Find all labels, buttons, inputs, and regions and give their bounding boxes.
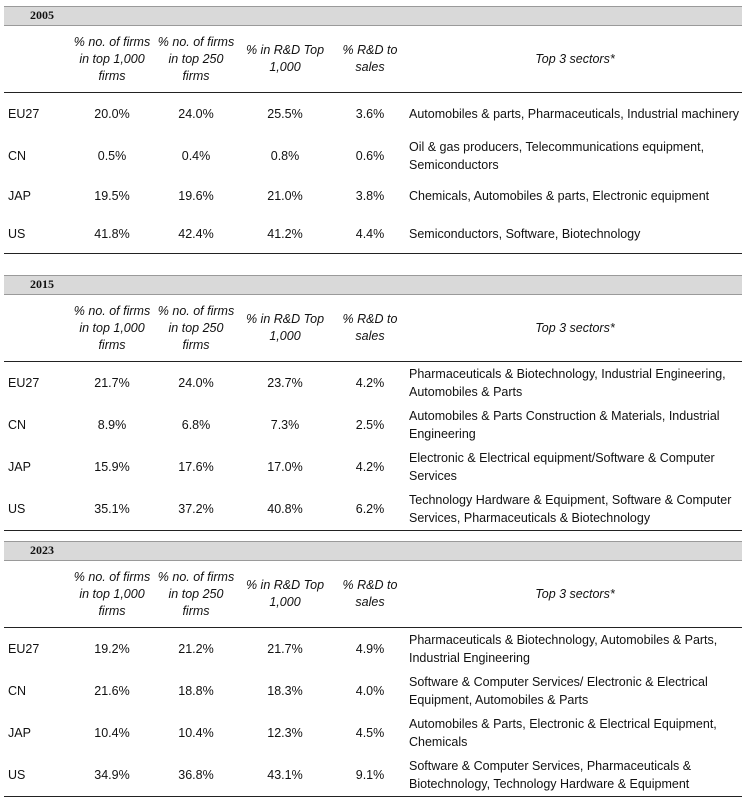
header-rd-share: % in R&D Top 1,000 xyxy=(245,312,325,343)
table-row xyxy=(4,93,742,135)
top1000-cell: 0.5% xyxy=(97,149,127,163)
top1000-cell: 19.2% xyxy=(94,642,130,656)
header-sectors: Top 3 sectors* xyxy=(535,320,615,335)
rd-sales-cell: 3.8% xyxy=(355,189,385,203)
top250-cell: 18.8% xyxy=(178,684,214,698)
header-rd-share: % in R&D Top 1,000 xyxy=(245,578,325,609)
rd-sales-cell: 2.5% xyxy=(355,418,385,432)
table-row xyxy=(4,670,742,712)
sectors-cell: Semiconductors, Software, Biotechnology xyxy=(409,227,641,241)
top250-cell: 0.4% xyxy=(181,149,211,163)
header-top1000: % no. of firms in top 1,000 firms xyxy=(73,303,151,352)
rd-sales-cell: 4.0% xyxy=(355,684,385,698)
table-row xyxy=(4,628,742,670)
rd-sales-cell: 4.5% xyxy=(355,726,385,740)
rd-share-cell: 7.3% xyxy=(270,418,300,432)
region-cell: US xyxy=(8,502,26,516)
rd-share-cell: 18.3% xyxy=(267,684,303,698)
header-rd-sales: % R&D to sales xyxy=(342,578,398,609)
header-top250: % no. of firms in top 250 firms xyxy=(157,569,235,618)
top250-cell: 37.2% xyxy=(178,502,214,516)
region-cell: EU27 xyxy=(8,107,40,121)
sectors-cell: Automobiles & Parts Construction & Materials, Industrial Engineering xyxy=(409,409,720,441)
sectors-cell: Automobiles & Parts, Electronic & Electrical Equipment, Chemicals xyxy=(409,717,717,749)
header-rd-sales: % R&D to sales xyxy=(342,312,398,343)
sectors-cell: Pharmaceuticals & Biotechnology, Industrial Engineering, Automobiles & Parts xyxy=(409,367,726,399)
table-row xyxy=(4,712,742,754)
top250-cell: 6.8% xyxy=(181,418,211,432)
table-row xyxy=(4,135,742,177)
year-label: 2023 xyxy=(30,543,54,557)
top1000-cell: 10.4% xyxy=(94,726,130,740)
table-2015 xyxy=(4,275,742,531)
top250-cell: 36.8% xyxy=(178,768,214,782)
header-rd-sales: % R&D to sales xyxy=(342,43,398,74)
rd-share-cell: 41.2% xyxy=(267,227,303,241)
table-row xyxy=(4,177,742,215)
table-header xyxy=(4,561,742,628)
top250-cell: 10.4% xyxy=(178,726,214,740)
header-rd-share: % in R&D Top 1,000 xyxy=(245,43,325,74)
table-row xyxy=(4,446,742,488)
sectors-cell: Technology Hardware & Equipment, Software & Computer Services, Pharmaceuticals & Biotechnology xyxy=(409,493,732,525)
header-sectors: Top 3 sectors* xyxy=(535,586,615,601)
rd-share-cell: 21.0% xyxy=(267,189,303,203)
sectors-cell: Chemicals, Automobiles & parts, Electronic equipment xyxy=(409,189,710,203)
sectors-cell: Automobiles & parts, Pharmaceuticals, Industrial machinery xyxy=(409,107,740,121)
region-cell: CN xyxy=(8,418,27,432)
region-cell: JAP xyxy=(8,189,31,203)
top1000-cell: 8.9% xyxy=(97,418,127,432)
table-header xyxy=(4,295,742,362)
rd-share-cell: 40.8% xyxy=(267,502,303,516)
top1000-cell: 21.6% xyxy=(94,684,130,698)
header-sectors: Top 3 sectors* xyxy=(535,51,615,66)
region-cell: CN xyxy=(8,684,27,698)
rd-sales-cell: 0.6% xyxy=(355,149,385,163)
top1000-cell: 21.7% xyxy=(94,376,130,390)
region-cell: CN xyxy=(8,149,27,163)
rd-sales-cell: 9.1% xyxy=(355,768,385,782)
sectors-cell: Software & Computer Services/ Electronic & Electrical Equipment, Automobiles & Parts xyxy=(409,675,708,707)
sectors-cell: Electronic & Electrical equipment/Software & Computer Services xyxy=(409,451,715,483)
header-top250: % no. of firms in top 250 firms xyxy=(157,303,235,352)
top250-cell: 42.4% xyxy=(178,227,214,241)
region-cell: US xyxy=(8,768,26,782)
year-label: 2015 xyxy=(30,277,54,291)
header-top1000: % no. of firms in top 1,000 firms xyxy=(73,569,151,618)
top1000-cell: 20.0% xyxy=(94,107,130,121)
year-label: 2005 xyxy=(30,8,54,22)
table-row xyxy=(4,754,742,797)
rd-share-cell: 25.5% xyxy=(267,107,303,121)
region-cell: JAP xyxy=(8,726,31,740)
rd-share-cell: 12.3% xyxy=(267,726,303,740)
top1000-cell: 35.1% xyxy=(94,502,130,516)
sectors-cell: Software & Computer Services, Pharmaceuticals & Biotechnology, Technology Hardware & Equipment xyxy=(409,759,692,791)
rd-share-cell: 43.1% xyxy=(267,768,303,782)
top1000-cell: 34.9% xyxy=(94,768,130,782)
rd-sales-cell: 4.2% xyxy=(355,376,385,390)
region-cell: EU27 xyxy=(8,642,40,656)
top250-cell: 21.2% xyxy=(178,642,214,656)
rd-share-cell: 23.7% xyxy=(267,376,303,390)
rd-share-cell: 21.7% xyxy=(267,642,303,656)
region-cell: JAP xyxy=(8,460,31,474)
table-2023 xyxy=(4,541,742,797)
rd-share-cell: 17.0% xyxy=(267,460,303,474)
rd-sales-cell: 3.6% xyxy=(355,107,385,121)
top1000-cell: 19.5% xyxy=(94,189,130,203)
top250-cell: 19.6% xyxy=(178,189,214,203)
top250-cell: 17.6% xyxy=(178,460,214,474)
rd-sales-cell: 4.4% xyxy=(355,227,385,241)
header-top1000: % no. of firms in top 1,000 firms xyxy=(73,34,151,83)
table-row xyxy=(4,404,742,446)
top250-cell: 24.0% xyxy=(178,376,214,390)
sectors-cell: Pharmaceuticals & Biotechnology, Automobiles & Parts, Industrial Engineering xyxy=(409,633,718,665)
top1000-cell: 41.8% xyxy=(94,227,130,241)
rd-sales-cell: 4.9% xyxy=(355,642,385,656)
table-row xyxy=(4,215,742,254)
table-row xyxy=(4,362,742,404)
rd-sales-cell: 6.2% xyxy=(355,502,385,516)
table-row xyxy=(4,488,742,531)
header-top250: % no. of firms in top 250 firms xyxy=(157,34,235,83)
region-cell: US xyxy=(8,227,26,241)
table-2005 xyxy=(4,6,742,254)
top250-cell: 24.0% xyxy=(178,107,214,121)
year-bar xyxy=(4,275,742,295)
top1000-cell: 15.9% xyxy=(94,460,130,474)
rd-sales-cell: 4.2% xyxy=(355,460,385,474)
table-header xyxy=(4,26,742,93)
region-cell: EU27 xyxy=(8,376,40,390)
sectors-cell: Oil & gas producers, Telecommunications equipment, Semiconductors xyxy=(409,140,705,172)
year-bar xyxy=(4,541,742,561)
year-bar xyxy=(4,6,742,26)
rd-share-cell: 0.8% xyxy=(270,149,300,163)
